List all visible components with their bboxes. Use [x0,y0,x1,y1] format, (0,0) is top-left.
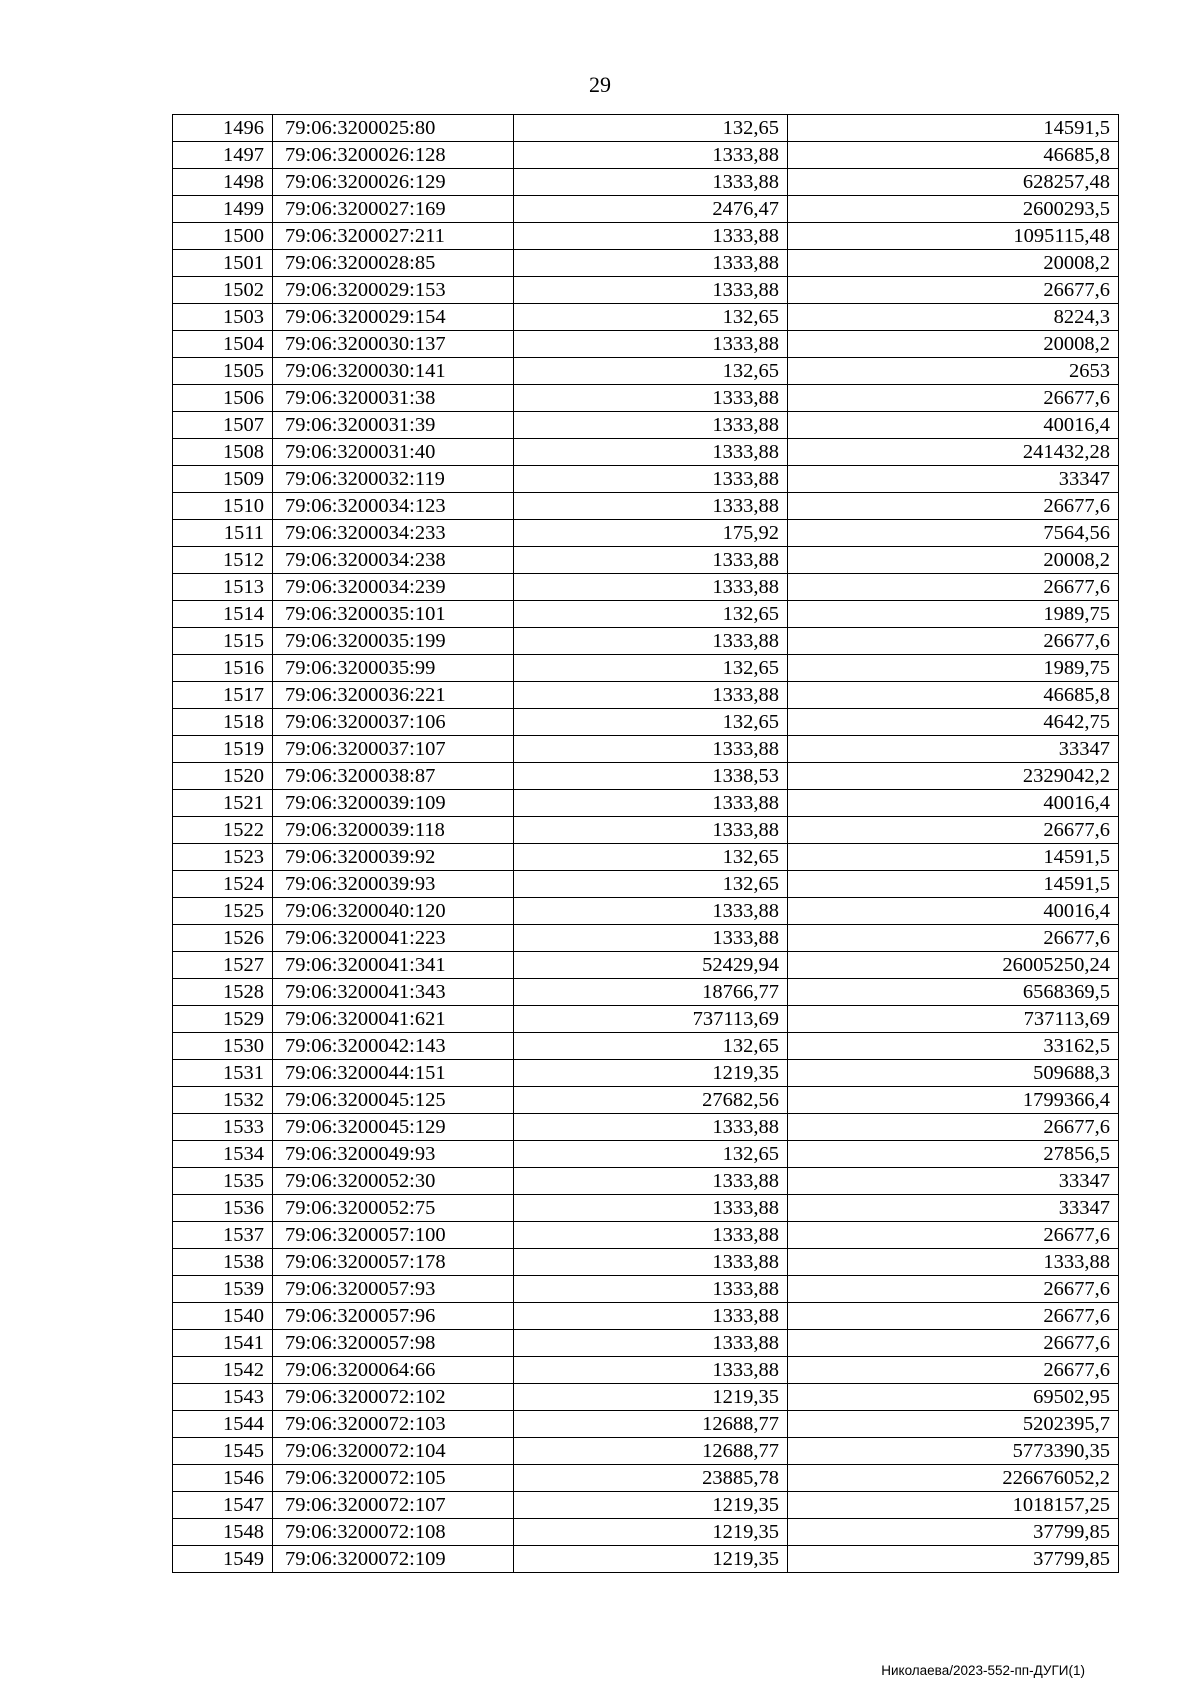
value-cell: 2653 [788,358,1119,385]
area-cell: 18766,77 [514,979,788,1006]
value-cell: 40016,4 [788,412,1119,439]
cadastral-number-cell: 79:06:3200035:199 [273,628,514,655]
value-cell: 26677,6 [788,385,1119,412]
cadastral-number-cell: 79:06:3200072:103 [273,1411,514,1438]
table-row [173,304,1119,331]
area-cell: 1333,88 [514,1303,788,1330]
cadastral-number-cell: 79:06:3200044:151 [273,1060,514,1087]
row-number-cell: 1528 [173,979,273,1006]
area-cell: 1219,35 [514,1546,788,1573]
row-number-cell: 1505 [173,358,273,385]
value-cell: 26677,6 [788,628,1119,655]
row-number-cell: 1511 [173,520,273,547]
area-cell: 1333,88 [514,250,788,277]
table-row [173,142,1119,169]
area-cell: 1333,88 [514,142,788,169]
table-row [173,790,1119,817]
area-cell: 1333,88 [514,493,788,520]
value-cell: 26005250,24 [788,952,1119,979]
table-row [173,1087,1119,1114]
cadastral-number-cell: 79:06:3200040:120 [273,898,514,925]
value-cell: 26677,6 [788,1114,1119,1141]
area-cell: 132,65 [514,358,788,385]
value-cell: 5773390,35 [788,1438,1119,1465]
row-number-cell: 1524 [173,871,273,898]
table-row [173,1141,1119,1168]
table-row [173,925,1119,952]
row-number-cell: 1532 [173,1087,273,1114]
table-row [173,871,1119,898]
cadastral-number-cell: 79:06:3200039:93 [273,871,514,898]
area-cell: 132,65 [514,304,788,331]
cadastral-number-cell: 79:06:3200036:221 [273,682,514,709]
table-row [173,952,1119,979]
table-row [173,385,1119,412]
value-cell: 20008,2 [788,250,1119,277]
cadastral-number-cell: 79:06:3200026:129 [273,169,514,196]
row-number-cell: 1496 [173,115,273,142]
value-cell: 4642,75 [788,709,1119,736]
row-number-cell: 1545 [173,1438,273,1465]
value-cell: 37799,85 [788,1546,1119,1573]
row-number-cell: 1526 [173,925,273,952]
value-cell: 26677,6 [788,817,1119,844]
table-row [173,331,1119,358]
row-number-cell: 1512 [173,547,273,574]
area-cell: 1333,88 [514,574,788,601]
cadastral-number-cell: 79:06:3200035:101 [273,601,514,628]
table-row [173,1249,1119,1276]
area-cell: 23885,78 [514,1465,788,1492]
cadastral-number-cell: 79:06:3200035:99 [273,655,514,682]
value-cell: 1333,88 [788,1249,1119,1276]
row-number-cell: 1520 [173,763,273,790]
table-row [173,844,1119,871]
row-number-cell: 1523 [173,844,273,871]
area-cell: 132,65 [514,1141,788,1168]
area-cell: 1338,53 [514,763,788,790]
row-number-cell: 1542 [173,1357,273,1384]
row-number-cell: 1540 [173,1303,273,1330]
area-cell: 1333,88 [514,169,788,196]
cadastral-number-cell: 79:06:3200039:92 [273,844,514,871]
table-row [173,574,1119,601]
table-row [173,1168,1119,1195]
area-cell: 1333,88 [514,439,788,466]
area-cell: 1333,88 [514,736,788,763]
row-number-cell: 1515 [173,628,273,655]
cadastral-number-cell: 79:06:3200031:39 [273,412,514,439]
table-row [173,520,1119,547]
row-number-cell: 1537 [173,1222,273,1249]
table-row [173,115,1119,142]
cadastral-number-cell: 79:06:3200029:154 [273,304,514,331]
row-number-cell: 1519 [173,736,273,763]
table-row [173,223,1119,250]
row-number-cell: 1531 [173,1060,273,1087]
area-cell: 1333,88 [514,385,788,412]
value-cell: 33162,5 [788,1033,1119,1060]
row-number-cell: 1541 [173,1330,273,1357]
area-cell: 1333,88 [514,1168,788,1195]
area-cell: 1333,88 [514,547,788,574]
cadastral-number-cell: 79:06:3200052:75 [273,1195,514,1222]
row-number-cell: 1549 [173,1546,273,1573]
value-cell: 5202395,7 [788,1411,1119,1438]
area-cell: 1333,88 [514,628,788,655]
row-number-cell: 1522 [173,817,273,844]
table-row [173,250,1119,277]
area-cell: 132,65 [514,871,788,898]
area-cell: 1333,88 [514,412,788,439]
cadastral-table [172,114,1119,1573]
table-row [173,1330,1119,1357]
cadastral-number-cell: 79:06:3200072:107 [273,1492,514,1519]
row-number-cell: 1507 [173,412,273,439]
value-cell: 509688,3 [788,1060,1119,1087]
area-cell: 1333,88 [514,466,788,493]
table-row [173,1357,1119,1384]
row-number-cell: 1529 [173,1006,273,1033]
table-row [173,1114,1119,1141]
area-cell: 132,65 [514,115,788,142]
cadastral-number-cell: 79:06:3200034:239 [273,574,514,601]
area-cell: 1219,35 [514,1492,788,1519]
row-number-cell: 1518 [173,709,273,736]
row-number-cell: 1525 [173,898,273,925]
cadastral-number-cell: 79:06:3200030:137 [273,331,514,358]
cadastral-number-cell: 79:06:3200064:66 [273,1357,514,1384]
table-row [173,979,1119,1006]
value-cell: 6568369,5 [788,979,1119,1006]
cadastral-number-cell: 79:06:3200041:341 [273,952,514,979]
row-number-cell: 1535 [173,1168,273,1195]
row-number-cell: 1506 [173,385,273,412]
value-cell: 46685,8 [788,142,1119,169]
row-number-cell: 1536 [173,1195,273,1222]
cadastral-number-cell: 79:06:3200039:118 [273,817,514,844]
cadastral-number-cell: 79:06:3200057:93 [273,1276,514,1303]
table-row [173,1492,1119,1519]
cadastral-number-cell: 79:06:3200030:141 [273,358,514,385]
table-row [173,1519,1119,1546]
area-cell: 2476,47 [514,196,788,223]
value-cell: 8224,3 [788,304,1119,331]
row-number-cell: 1527 [173,952,273,979]
cadastral-number-cell: 79:06:3200052:30 [273,1168,514,1195]
row-number-cell: 1516 [173,655,273,682]
area-cell: 175,92 [514,520,788,547]
table-row [173,196,1119,223]
value-cell: 2600293,5 [788,196,1119,223]
row-number-cell: 1510 [173,493,273,520]
row-number-cell: 1533 [173,1114,273,1141]
cadastral-number-cell: 79:06:3200045:129 [273,1114,514,1141]
cadastral-number-cell: 79:06:3200072:102 [273,1384,514,1411]
area-cell: 737113,69 [514,1006,788,1033]
cadastral-number-cell: 79:06:3200031:40 [273,439,514,466]
value-cell: 1989,75 [788,601,1119,628]
table-row [173,1222,1119,1249]
cadastral-number-cell: 79:06:3200038:87 [273,763,514,790]
value-cell: 33347 [788,466,1119,493]
table-row [173,493,1119,520]
area-cell: 1333,88 [514,1276,788,1303]
value-cell: 69502,95 [788,1384,1119,1411]
cadastral-number-cell: 79:06:3200031:38 [273,385,514,412]
cadastral-number-cell: 79:06:3200034:238 [273,547,514,574]
table-row [173,736,1119,763]
cadastral-number-cell: 79:06:3200057:178 [273,1249,514,1276]
table-row [173,1465,1119,1492]
value-cell: 26677,6 [788,493,1119,520]
value-cell: 20008,2 [788,331,1119,358]
table-row [173,412,1119,439]
row-number-cell: 1547 [173,1492,273,1519]
row-number-cell: 1543 [173,1384,273,1411]
table-row [173,1384,1119,1411]
area-cell: 27682,56 [514,1087,788,1114]
cadastral-number-cell: 79:06:3200072:109 [273,1546,514,1573]
table-row [173,1060,1119,1087]
cadastral-number-cell: 79:06:3200027:169 [273,196,514,223]
table-row [173,682,1119,709]
row-number-cell: 1502 [173,277,273,304]
cadastral-number-cell: 79:06:3200041:343 [273,979,514,1006]
table-row [173,898,1119,925]
row-number-cell: 1539 [173,1276,273,1303]
area-cell: 1333,88 [514,682,788,709]
value-cell: 46685,8 [788,682,1119,709]
value-cell: 14591,5 [788,115,1119,142]
cadastral-number-cell: 79:06:3200027:211 [273,223,514,250]
area-cell: 1333,88 [514,1330,788,1357]
area-cell: 132,65 [514,1033,788,1060]
row-number-cell: 1509 [173,466,273,493]
value-cell: 14591,5 [788,871,1119,898]
area-cell: 1219,35 [514,1519,788,1546]
table-row [173,709,1119,736]
cadastral-number-cell: 79:06:3200034:123 [273,493,514,520]
area-cell: 1333,88 [514,1357,788,1384]
cadastral-number-cell: 79:06:3200028:85 [273,250,514,277]
area-cell: 1333,88 [514,1222,788,1249]
table-row [173,1546,1119,1573]
table-row [173,601,1119,628]
row-number-cell: 1498 [173,169,273,196]
row-number-cell: 1521 [173,790,273,817]
row-number-cell: 1530 [173,1033,273,1060]
table-row [173,466,1119,493]
cadastral-number-cell: 79:06:3200045:125 [273,1087,514,1114]
value-cell: 26677,6 [788,1276,1119,1303]
table-row [173,1438,1119,1465]
value-cell: 27856,5 [788,1141,1119,1168]
table-row [173,1276,1119,1303]
value-cell: 40016,4 [788,790,1119,817]
cadastral-number-cell: 79:06:3200072:104 [273,1438,514,1465]
row-number-cell: 1497 [173,142,273,169]
table-row [173,655,1119,682]
value-cell: 33347 [788,736,1119,763]
value-cell: 33347 [788,1195,1119,1222]
table-row [173,1411,1119,1438]
row-number-cell: 1544 [173,1411,273,1438]
cadastral-number-cell: 79:06:3200032:119 [273,466,514,493]
value-cell: 1018157,25 [788,1492,1119,1519]
value-cell: 1095115,48 [788,223,1119,250]
table-row [173,169,1119,196]
value-cell: 26677,6 [788,574,1119,601]
area-cell: 132,65 [514,655,788,682]
row-number-cell: 1534 [173,1141,273,1168]
value-cell: 40016,4 [788,898,1119,925]
cadastral-number-cell: 79:06:3200025:80 [273,115,514,142]
value-cell: 26677,6 [788,1330,1119,1357]
area-cell: 1333,88 [514,331,788,358]
table-row [173,763,1119,790]
row-number-cell: 1500 [173,223,273,250]
cadastral-number-cell: 79:06:3200057:100 [273,1222,514,1249]
table-row [173,439,1119,466]
cadastral-number-cell: 79:06:3200049:93 [273,1141,514,1168]
row-number-cell: 1499 [173,196,273,223]
value-cell: 226676052,2 [788,1465,1119,1492]
area-cell: 1333,88 [514,277,788,304]
value-cell: 1989,75 [788,655,1119,682]
row-number-cell: 1514 [173,601,273,628]
area-cell: 1333,88 [514,925,788,952]
area-cell: 12688,77 [514,1438,788,1465]
table-row [173,628,1119,655]
table-body [173,115,1119,1573]
cadastral-number-cell: 79:06:3200057:98 [273,1330,514,1357]
row-number-cell: 1546 [173,1465,273,1492]
area-cell: 1333,88 [514,223,788,250]
row-number-cell: 1513 [173,574,273,601]
table-row [173,1033,1119,1060]
cadastral-number-cell: 79:06:3200041:621 [273,1006,514,1033]
value-cell: 241432,28 [788,439,1119,466]
table-row [173,547,1119,574]
cadastral-number-cell: 79:06:3200037:106 [273,709,514,736]
cadastral-number-cell: 79:06:3200037:107 [273,736,514,763]
table-row [173,277,1119,304]
row-number-cell: 1517 [173,682,273,709]
value-cell: 33347 [788,1168,1119,1195]
value-cell: 26677,6 [788,925,1119,952]
value-cell: 20008,2 [788,547,1119,574]
cadastral-number-cell: 79:06:3200041:223 [273,925,514,952]
row-number-cell: 1503 [173,304,273,331]
row-number-cell: 1538 [173,1249,273,1276]
cadastral-number-cell: 79:06:3200026:128 [273,142,514,169]
row-number-cell: 1501 [173,250,273,277]
cadastral-number-cell: 79:06:3200034:233 [273,520,514,547]
table-row [173,358,1119,385]
area-cell: 1219,35 [514,1060,788,1087]
value-cell: 26677,6 [788,277,1119,304]
cadastral-number-cell: 79:06:3200029:153 [273,277,514,304]
table-row [173,817,1119,844]
page-number: 29 [589,72,611,97]
row-number-cell: 1504 [173,331,273,358]
area-cell: 1333,88 [514,898,788,925]
value-cell: 37799,85 [788,1519,1119,1546]
value-cell: 737113,69 [788,1006,1119,1033]
area-cell: 1333,88 [514,817,788,844]
value-cell: 628257,48 [788,169,1119,196]
area-cell: 1333,88 [514,1249,788,1276]
row-number-cell: 1508 [173,439,273,466]
value-cell: 2329042,2 [788,763,1119,790]
value-cell: 14591,5 [788,844,1119,871]
area-cell: 12688,77 [514,1411,788,1438]
table-row [173,1303,1119,1330]
cadastral-number-cell: 79:06:3200072:105 [273,1465,514,1492]
area-cell: 132,65 [514,844,788,871]
area-cell: 52429,94 [514,952,788,979]
area-cell: 1219,35 [514,1384,788,1411]
document-footer: Николаева/2023-552-пп-ДУГИ(1) [881,1663,1085,1678]
value-cell: 1799366,4 [788,1087,1119,1114]
cadastral-number-cell: 79:06:3200042:143 [273,1033,514,1060]
cadastral-number-cell: 79:06:3200072:108 [273,1519,514,1546]
area-cell: 132,65 [514,709,788,736]
area-cell: 1333,88 [514,790,788,817]
table-row [173,1195,1119,1222]
cadastral-number-cell: 79:06:3200057:96 [273,1303,514,1330]
value-cell: 26677,6 [788,1303,1119,1330]
area-cell: 1333,88 [514,1114,788,1141]
cadastral-number-cell: 79:06:3200039:109 [273,790,514,817]
area-cell: 132,65 [514,601,788,628]
value-cell: 7564,56 [788,520,1119,547]
row-number-cell: 1548 [173,1519,273,1546]
value-cell: 26677,6 [788,1222,1119,1249]
value-cell: 26677,6 [788,1357,1119,1384]
area-cell: 1333,88 [514,1195,788,1222]
table-row [173,1006,1119,1033]
